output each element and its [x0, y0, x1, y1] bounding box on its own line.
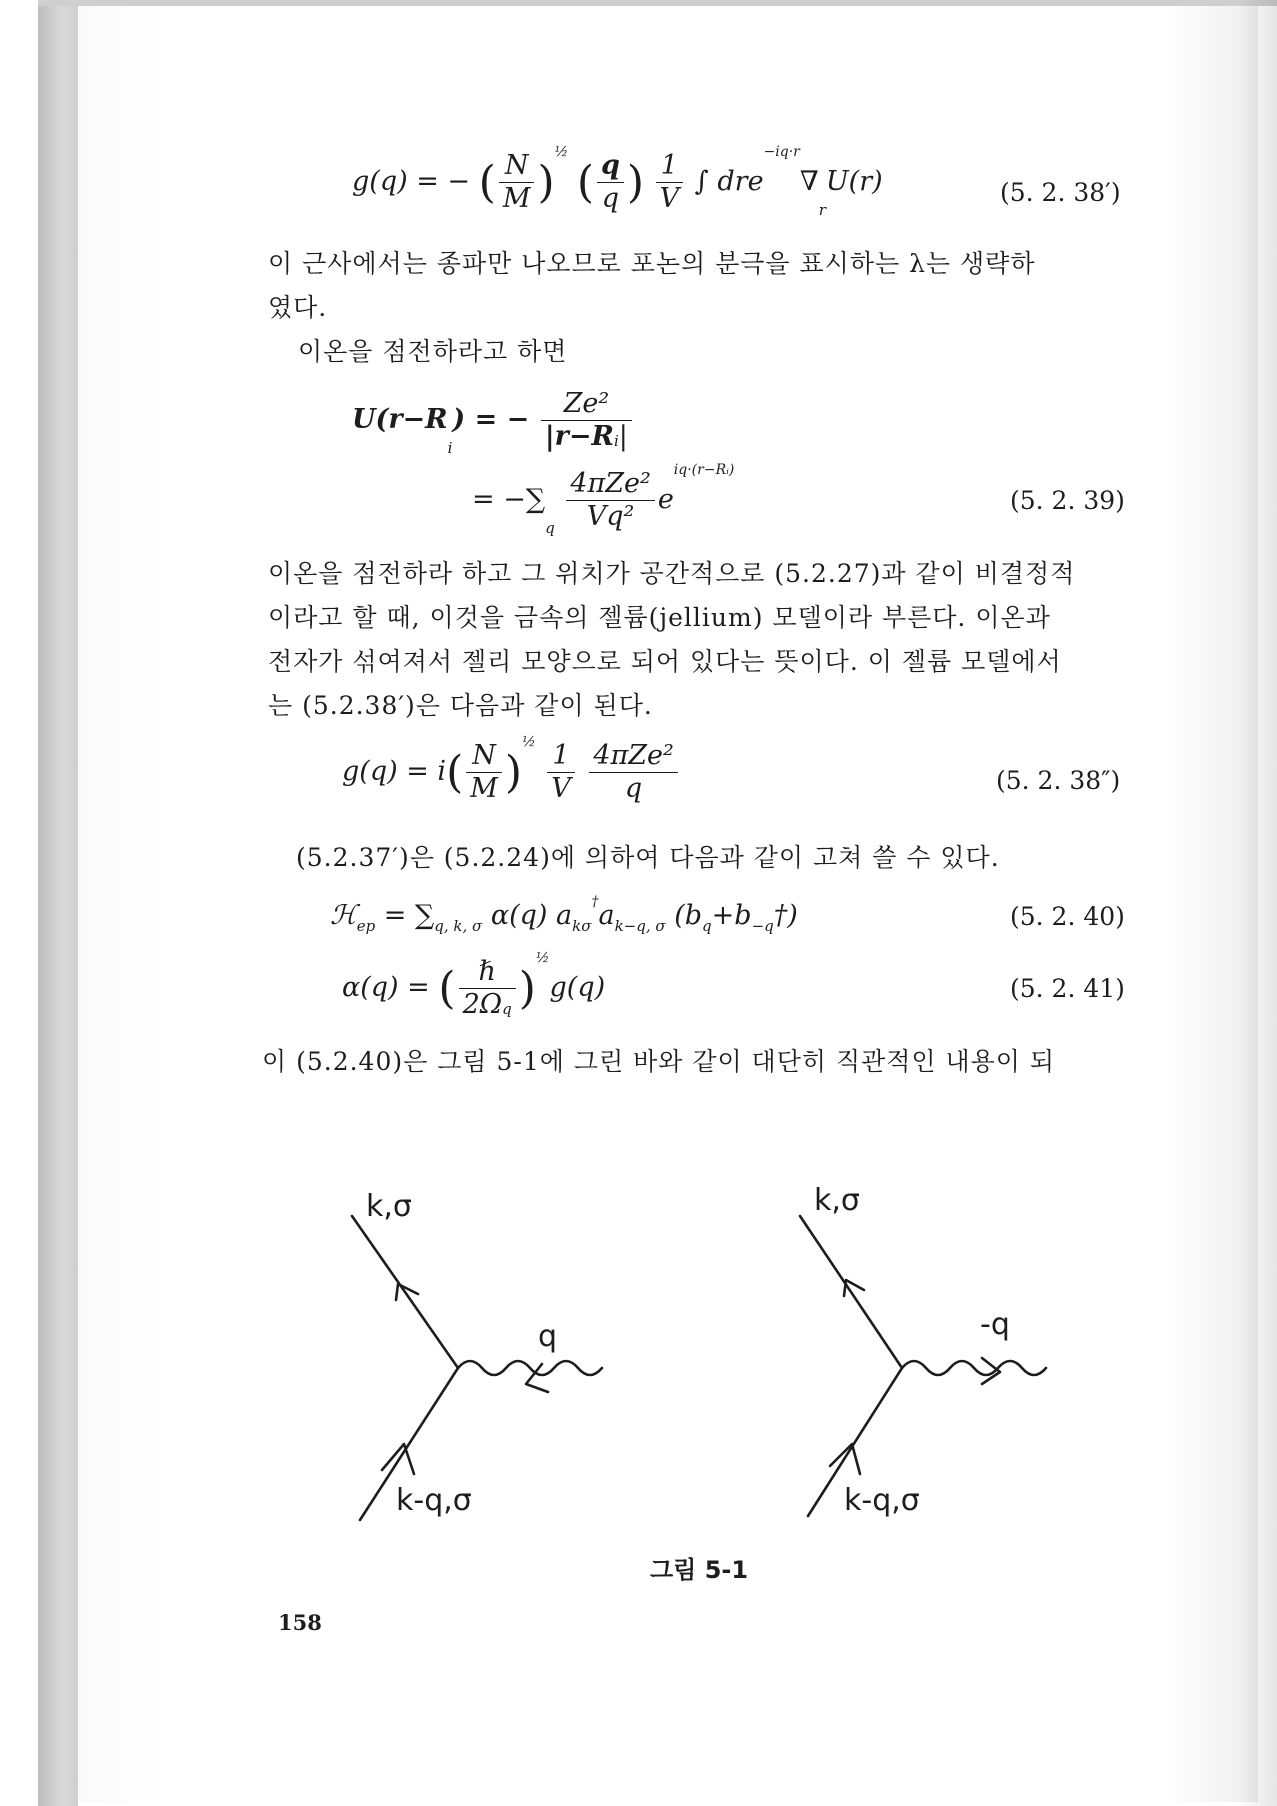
fraction-4pize2-q: $\frac{\text{4πZe²}}{q}$ [589, 740, 678, 805]
equation-number-5-2-40: (5. 2. 40) [1010, 902, 1125, 931]
equation-number-5-2-38pp: (5. 2. 38″) [996, 766, 1121, 795]
left-in-label: k-q,σ [396, 1483, 472, 1518]
right-phonon-wavy-line [902, 1361, 1046, 1375]
right-out-label: k,σ [814, 1183, 860, 1218]
paragraph-3-line-4: 는 (5.2.38′)은 다음과 같이 된다. [268, 691, 653, 720]
left-phonon-wavy-line [458, 1361, 602, 1375]
paragraph-3-line-2: 이라고 할 때, 이것을 금속의 젤륨(jellium) 모델이라 부른다. 이온과 [268, 603, 1051, 632]
equation-5-2-39-line-2: = −∑q $\frac{\text{4πZe²}}{\text{Vq²}}$ $e^{iq\cdot(r-Rᵢ)}$ [472, 462, 735, 537]
paragraph-2-line-1: 이온을 점전하라고 하면 [298, 337, 568, 366]
paragraph-1-line-1: 이 근사에서는 종파만 나오므로 포논의 분극을 표시하는 λ는 생략하 [268, 249, 1036, 278]
left-phonon-label: q [538, 1319, 558, 1354]
right-outgoing-electron-line [800, 1216, 902, 1368]
left-outgoing-arrowhead [396, 1284, 418, 1300]
equation-number-5-2-41: (5. 2. 41) [1010, 974, 1125, 1003]
fraction-ze2-r: $\frac{\text{Ze²}}{|r-Ri|}$ [541, 388, 632, 453]
fraction-n-m: $\frac{N}{M}$ [499, 150, 535, 215]
fraction-1-v-2: $\frac{1}{V}$ [547, 740, 575, 805]
left-outgoing-electron-line [352, 1216, 458, 1368]
paragraph-3-line-3: 전자가 섞여져서 젤리 모양으로 되어 있다는 뜻이다. 이 젤륨 모델에서 [268, 647, 1062, 676]
right-in-label: k-q,σ [844, 1483, 920, 1518]
right-phonon-label: -q [980, 1307, 1010, 1342]
fraction-n-m-2: $\frac{N}{M}$ [466, 740, 502, 805]
equation-5-2-38pp: g(q) = i( $\frac{N}{M}$ )$^{\frac{1}{2}}$ $\frac{1}{V}$ $\frac{\text{4πZe²}}{q}$ [342, 740, 681, 805]
paragraph-5-line-1: 이 (5.2.40)은 그림 5-1에 그린 바와 같이 대단히 직관적인 내용이 되 [262, 1047, 1056, 1076]
left-out-label: k,σ [366, 1189, 412, 1224]
fraction-hbar-2omega: $\frac{\text{ℏ}}{2\Omega q}$ [459, 956, 516, 1021]
equation-5-2-38p: g(q) = − ( $\frac{N}{M}$ )$^{\frac{1}{2}}$ ( $\frac{q}{q}$ ) $\frac{1}{V}$ ∫ dre$^{-iq\cdot r}$∇rU(r) [352, 144, 883, 219]
equation-5-2-41: α(q) = ( $\frac{\text{ℏ}}{2\Omega q}$ )$^{\frac{1}{2}}$g(q) [342, 950, 606, 1020]
paragraph-1-line-2: 였다. [268, 293, 328, 322]
fraction-q-q: $\frac{q}{q}$ [597, 150, 624, 215]
figure-caption: 그림 5-1 [650, 1556, 749, 1584]
fraction-1-v: $\frac{1}{V}$ [656, 150, 684, 215]
equation-number-5-2-38p: (5. 2. 38′) [1000, 178, 1121, 207]
fraction-4pize2-vq2: $\frac{\text{4πZe²}}{\text{Vq²}}$ [566, 468, 655, 533]
equation-5-2-40: ℋep = ∑q, k, σ α(q) akσ†ak−q, σ (bq+b−q†) [330, 894, 798, 935]
paragraph-4-line-1: (5.2.37′)은 (5.2.24)에 의하여 다음과 같이 고쳐 쓸 수 있다. [296, 843, 1000, 872]
equation-number-5-2-39: (5. 2. 39) [1010, 486, 1125, 515]
equation-5-2-39-line-1: U(r−Ri) = − $\frac{\text{Ze²}}{|r-Ri|}$ [352, 388, 635, 453]
eq-lhs: g(q) = − [352, 166, 471, 197]
paragraph-3-line-1: 이온을 점전하라 하고 그 위치가 공간적으로 (5.2.27)과 같이 비결정적 [268, 559, 1076, 588]
page-number: 158 [278, 1610, 322, 1635]
right-phonon-arrowhead [982, 1358, 1000, 1384]
